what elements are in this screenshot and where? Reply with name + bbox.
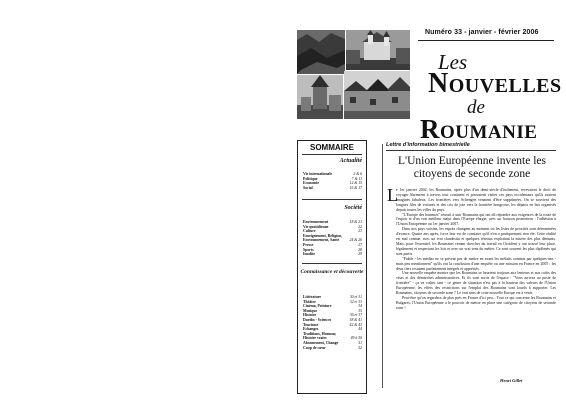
photo-castle (346, 30, 410, 70)
list-item[interactable]: Tourisme 42 & 43 (303, 322, 362, 327)
divider (302, 154, 362, 155)
article-paragraph: "L'Europe des hommes" réussit à unir Roumains qui ont dû répondre aux exigences de la route de l'espoir et d'un vrai meilleur statut dans l'Europe élargie, avec un horizon prometteur : l'adhésion à l'Union Européenne au 1er janvier 2007. (396, 212, 556, 227)
list-item[interactable]: Théâtre 32 et 33 (303, 299, 362, 304)
divider (302, 199, 362, 200)
list-item[interactable]: Enseignement, Religion, (303, 233, 343, 238)
list-item[interactable]: Histoire 36 et 37 (303, 313, 362, 318)
photo-forest-valley (297, 30, 345, 74)
list-item[interactable]: Cinéma, Peinture 34 (303, 304, 362, 309)
list-item[interactable]: Dardin - Sciences 38 & 41 (303, 317, 362, 322)
list-item[interactable]: Environnement, Santé 24 & 26 (303, 238, 362, 243)
article-paragraph: e 1er janvier 2002, les Roumains, après plus d'un demi-siècle d'isolement, recevaient le droit de voyager librement à travers tout continent et pouvaient visiter ces pays occidentaux qu'ils avaient imaginés fabuleux. Les frontières vers Schengen venaient d'être supprimées. On se souvient des longues files de voitures et des cris de joie vers la frontière hongroise, les départs en bus organisés depuis toutes les villes du pays. (396, 188, 556, 212)
list-item[interactable]: Culture 23 (303, 229, 362, 234)
section-heading-societe: Société (344, 205, 362, 211)
list-item[interactable]: Presse 27 (303, 242, 362, 247)
newsletter-kicker: Lettre d'information bimestrielle (386, 142, 470, 148)
list-item[interactable]: Littérature 30 et 31 (303, 295, 362, 299)
photo-church-tower (297, 75, 343, 119)
photo-village-rooftops (344, 71, 410, 119)
list-item[interactable]: Coup de cœur 52 (303, 345, 362, 350)
column-divider (382, 144, 383, 388)
section-heading-actualite: Actualité (339, 158, 362, 164)
article-paragraph: Une nouvelle enquête montre que les Roumains se heurtent toujours aux lenteurs et aux coûts des visas et des démarches administratives. Et ils sont sortis de l'espace : "Vous arrivez au poste de frontière" - ça va coûter tant - ce genre de situation n'est pas à la hauteur des valeurs de l'Union Européenne, les effets des restrictions sur l'emploi des Roumains sont lourds à supporter. Les Roumains, citoyens de seconde zone ? Le vrai sens de cette nouvelle Europe est à venir. (396, 271, 556, 296)
list-item[interactable]: Histoire vraies 49 à 50 (303, 336, 362, 341)
section-heading-connaissance: Connaissance et découverte (300, 269, 364, 275)
article-body (396, 188, 556, 311)
list-item[interactable]: Environnement 18 & 21 (303, 220, 362, 224)
sommaire-title: SOMMAIRE (310, 143, 354, 152)
list-item[interactable]: Insolite 29 (303, 252, 362, 257)
list-item[interactable]: Abonnement, Change 51 (303, 340, 362, 345)
title-de: de (467, 97, 485, 118)
list-item[interactable]: Social 16 & 17 (303, 185, 362, 190)
title-les: Les (438, 50, 468, 74)
title-nouvelles: Nouvelles (428, 68, 562, 99)
list-item[interactable]: Musique 35 (303, 308, 362, 313)
header-rule (418, 40, 554, 41)
section-list-connaissance (303, 295, 362, 350)
list-item[interactable]: Sports 28 (303, 247, 362, 252)
list-item[interactable]: Vie internationale 2 & 6 (303, 172, 362, 176)
drop-cap: L (387, 185, 398, 205)
divider (302, 263, 362, 264)
list-item[interactable]: Echanges 44 (303, 327, 362, 332)
article-headline: L'Union Européenne invente les citoyens de seconde zone (397, 155, 546, 180)
sommaire-box (297, 140, 367, 394)
kicker-rule (386, 150, 556, 151)
title-roumanie: Roumanie (420, 114, 538, 144)
issue-number: Numéro 33 - janvier - février 2006 (425, 29, 539, 36)
list-item[interactable]: Vie quotidienne 22 (303, 224, 362, 229)
section-list-societe (303, 220, 362, 257)
article-paragraph: "Fiable - les médias ne se privent pas de mettre en avant les méfaits commis par quelques-uns - mais peu mentionnent" qu'ils ont la conclusion d'une enquête ou une mission en France en 2005 : les deux tiers restaient parfaitement intégrés et appréciés. (396, 256, 556, 271)
article-paragraph: Dans nos pays voisins, les esprits changent au moment où les listes de priorités sont déterminées d'avance. Quatre ans après, force leur est de constater qu'il n'en a pratiquement rien été. Cette réalité est mal connue, avec un vrai clandestin et quelques réseaux exploitant la misère des plus démunis. Mais, pour l'essentiel, les Roumains venant chercher du travail en Occident y ont trouvé leur place, légalement et respectant les lois et avec un vrai sens du métier. Ce sont souvent les plus diplômés qui sont partis. (396, 227, 556, 256)
list-item[interactable]: Traditions, Humour, (303, 331, 337, 336)
list-item[interactable]: Politique 7 & 11 (303, 176, 362, 181)
list-item[interactable]: Economie 12 & 15 (303, 181, 362, 186)
article-paragraph: Peut-être qu'on regardera de plus près en France d'ici peu... Tout ce qui concerne les Roumains et Bulgares, l'Union Européenne a le pouvoir de mettre en place une catégorie de citoyens de seconde zone ! (396, 295, 556, 310)
section-list-actualite (303, 172, 362, 190)
article-signature: Henri Gillet (500, 378, 523, 383)
